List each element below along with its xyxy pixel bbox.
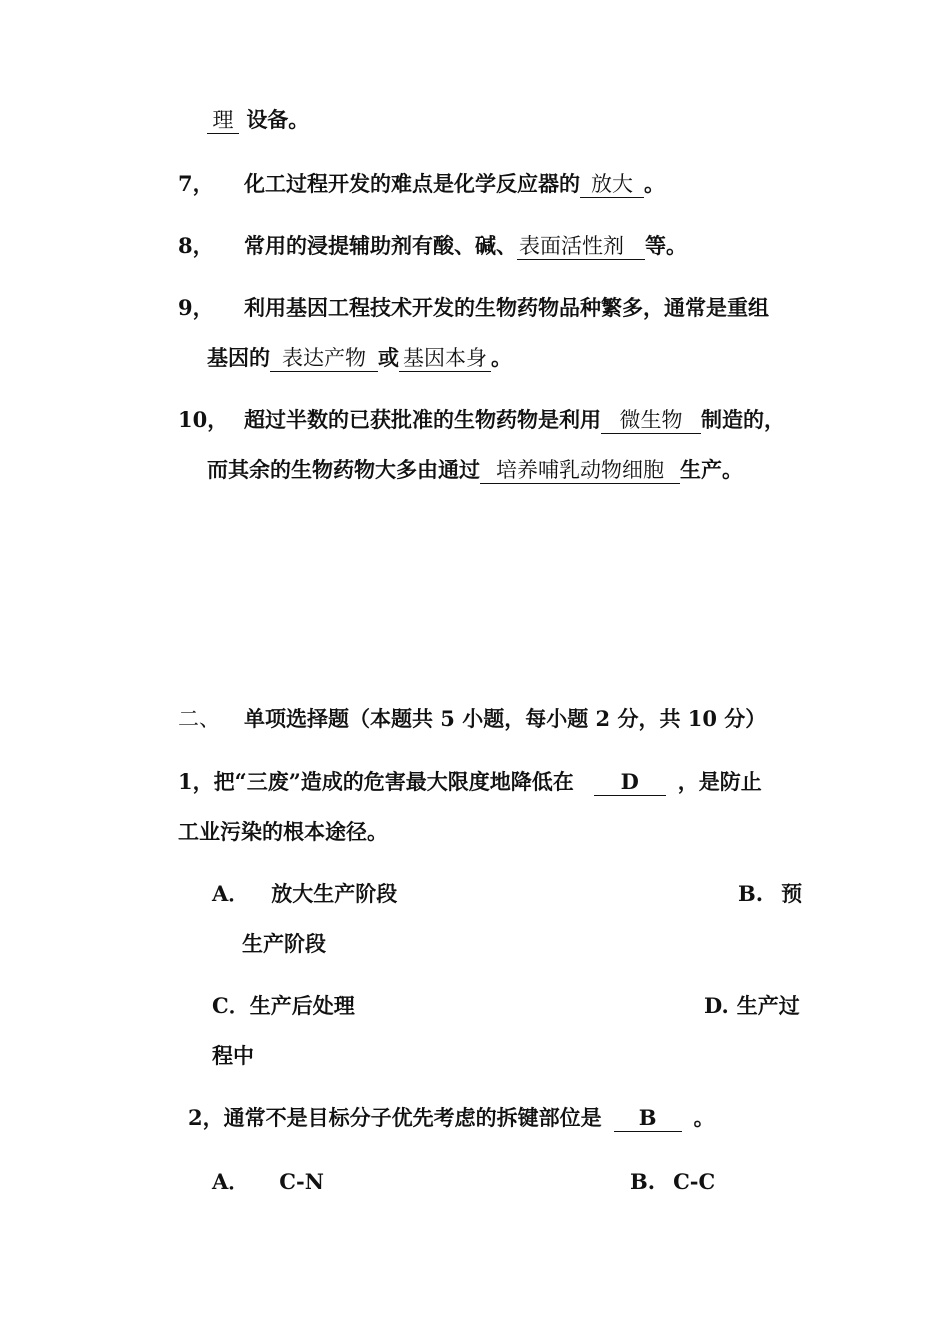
question-text: 而其余的生物药物大多由通过 xyxy=(207,457,480,482)
answer-blank: 微生物 xyxy=(601,407,701,434)
question-text: 基因的 xyxy=(207,345,270,370)
option-label: A． xyxy=(212,1169,250,1194)
answer-blank: 表达产物 xyxy=(270,345,378,372)
answer-blank: B xyxy=(614,1105,682,1132)
answer-blank: 放大 xyxy=(580,171,644,198)
option-label: D. xyxy=(704,993,729,1018)
option-label: B. xyxy=(630,1169,656,1194)
option-d xyxy=(704,992,800,1020)
question-text: 化工过程开发的难点是化学反应器的 xyxy=(244,171,580,196)
question-10-line-2 xyxy=(207,456,743,484)
question-number: 10， xyxy=(178,407,229,432)
question-text: 常用的浸提辅助剂有酸、碱、 xyxy=(244,233,517,258)
question-number: 7， xyxy=(178,171,214,196)
answer-blank: 表面活性剂 xyxy=(517,233,645,260)
option-label: A． xyxy=(212,881,250,906)
answer-blank: D xyxy=(594,769,666,796)
option-text: 预 xyxy=(781,881,803,906)
answer-blank: 理 xyxy=(207,107,239,134)
option-d-continued: 程中 xyxy=(212,1043,254,1068)
line-continuation xyxy=(207,106,309,134)
option-label: C． xyxy=(212,993,250,1018)
question-8 xyxy=(244,232,687,260)
question-10-line-1 xyxy=(244,406,785,434)
option-text: 生产后处理 xyxy=(249,993,355,1018)
question-text: 1，把“三废”造成的危害最大限度地降低在 xyxy=(178,769,574,794)
option-a xyxy=(212,880,397,908)
question-9-line-2 xyxy=(207,344,512,372)
section-title: 单项选择题（本题共 5 小题，每小题 2 分，共 10 分） xyxy=(244,706,767,731)
mc-question-1 xyxy=(178,768,762,796)
question-7 xyxy=(244,170,665,198)
mc-question-2 xyxy=(188,1104,715,1132)
option-text: 生产过 xyxy=(736,993,800,1018)
question-text: 制造的， xyxy=(701,407,785,432)
question-text-end: 生产。 xyxy=(680,457,743,482)
option-label: B. xyxy=(738,881,764,906)
question-9-line-1: 利用基因工程技术开发的生物药物品种繁多，通常是重组 xyxy=(244,295,769,320)
question-text: 超过半数的已获批准的生物药物是利用 xyxy=(244,407,601,432)
option-b xyxy=(630,1168,715,1196)
question-text-end: 。 xyxy=(644,171,665,196)
option-text: C-N xyxy=(279,1169,324,1194)
question-text-end: 等。 xyxy=(645,233,687,258)
question-number: 8， xyxy=(178,233,214,258)
question-text-end: 。 xyxy=(491,345,512,370)
line-text: 设备。 xyxy=(246,107,310,132)
question-text-end: 。 xyxy=(693,1105,715,1130)
option-text: 放大生产阶段 xyxy=(271,881,398,906)
answer-blank: 基因本身 xyxy=(399,345,491,372)
option-text: C-C xyxy=(673,1169,716,1194)
question-text-end: ，是防止 xyxy=(677,769,762,794)
question-text: 2，通常不是目标分子优先考虑的拆键部位是 xyxy=(188,1105,602,1130)
answer-blank: 培养哺乳动物细胞 xyxy=(480,457,680,484)
option-c xyxy=(212,992,355,1020)
option-b-continued: 生产阶段 xyxy=(242,931,326,956)
section-number: 二、 xyxy=(178,707,220,731)
option-a xyxy=(212,1168,324,1196)
mc-question-1-line-2: 工业污染的根本途径。 xyxy=(178,819,388,844)
question-number: 9， xyxy=(178,295,214,320)
question-text: 或 xyxy=(378,345,399,370)
option-b xyxy=(738,880,802,908)
